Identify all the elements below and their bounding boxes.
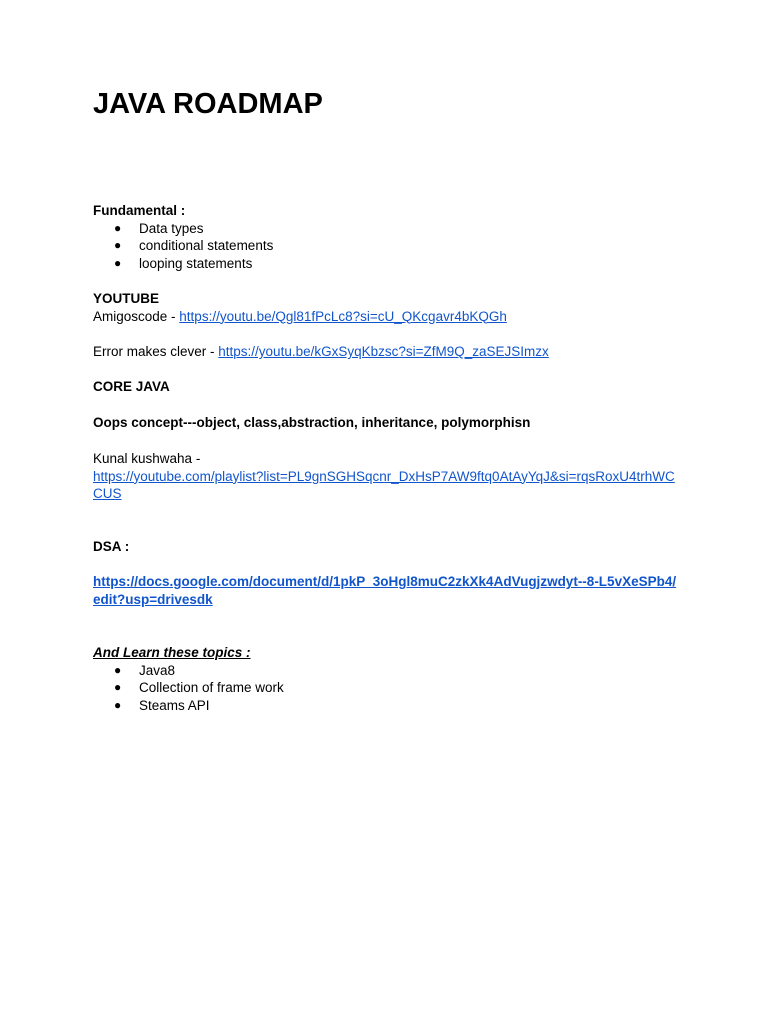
bullet-icon: ● [114, 662, 122, 677]
amigoscode-label: Amigoscode - [93, 308, 180, 324]
oops-concept-text: Oops concept---object, class,abstraction, inheritance, polymorphisn [93, 415, 531, 430]
kunal-playlist-link[interactable]: https://youtube.com/playlist?list=PL9gnSGHSqcnr_DxHsP7AW9ftq0AtAyYqJ&si=rqsRoxU4trhWCCUS [93, 468, 675, 502]
bullet-icon: ● [114, 680, 122, 695]
bullet-icon: ● [114, 255, 122, 270]
list-item: ● Collection of frame work [114, 680, 284, 696]
error-makes-clever-line [93, 343, 683, 361]
kunal-section [93, 450, 683, 503]
amigoscode-link[interactable]: https://youtu.be/Qgl81fPcLc8?si=cU_QKcgavr4bKQGh [179, 308, 507, 324]
list-item: ● conditional statements [114, 238, 274, 254]
learn-list [93, 662, 683, 715]
list-item: ● Java8 [114, 662, 176, 678]
core-java-heading: CORE JAVA [93, 379, 170, 394]
fundamental-list [93, 220, 683, 273]
list-item: ● Steams API [114, 697, 210, 713]
dsa-doc-link[interactable]: https://docs.google.com/document/d/1pkP_3oHgl8muC2zkXk4AdVugjzwdyt--8-L5vXeSPb4/edit?usp=drivesdk [93, 574, 677, 607]
fundamental-heading: Fundamental : [93, 203, 186, 218]
error-makes-clever-link[interactable]: https://youtu.be/kGxSyqKbzsc?si=ZfM9Q_zaSEJSImzx [218, 344, 549, 359]
page-title: JAVA ROADMAP [93, 88, 323, 120]
kunal-label: Kunal kushwaha - [93, 451, 201, 466]
fundamental-section [93, 202, 683, 272]
youtube-section [93, 290, 683, 325]
dsa-heading: DSA : [93, 539, 130, 554]
learn-section [93, 644, 683, 714]
bullet-icon: ● [114, 697, 122, 712]
list-item: ● looping statements [114, 255, 253, 271]
bullet-icon: ● [114, 238, 122, 253]
list-item: ● Data types [114, 220, 204, 236]
learn-heading: And Learn these topics : [93, 645, 251, 660]
dsa-link-line [93, 573, 683, 608]
amigoscode-line [93, 308, 683, 326]
bullet-icon: ● [114, 220, 122, 235]
error-makes-clever-label: Error makes clever - [93, 344, 219, 359]
youtube-heading: YOUTUBE [93, 291, 160, 306]
